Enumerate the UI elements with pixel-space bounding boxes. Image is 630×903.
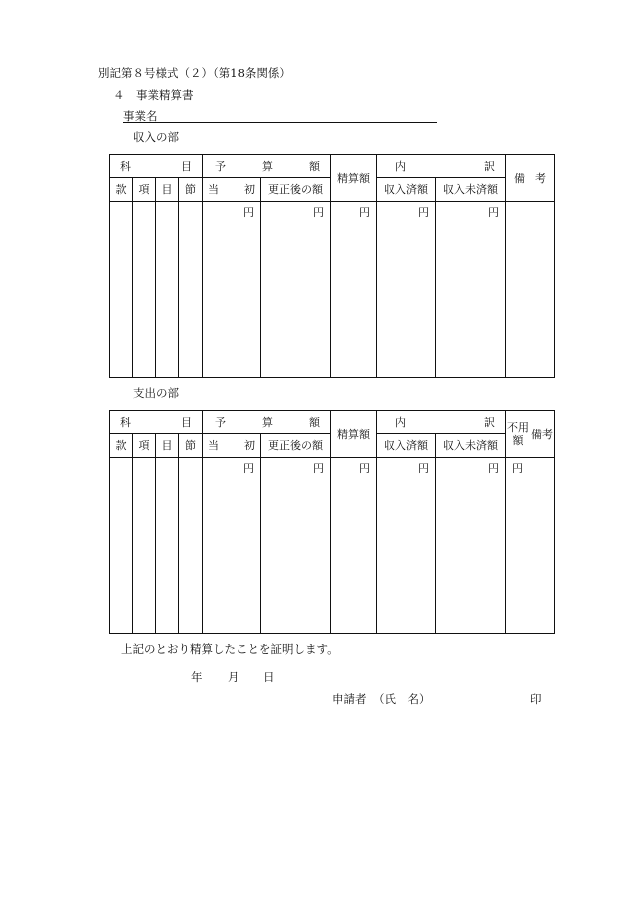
shunyu-zumi-cell: 円 <box>377 202 436 378</box>
shunyu-zumi-cell: 円 <box>377 458 436 634</box>
fuyou-biko-header: 不用 額 備考 <box>506 411 555 458</box>
month-label: 月 <box>228 670 240 684</box>
shunyu-mizumi-header: 収入未済額 <box>436 178 506 202</box>
kamoku-header: 科 目 <box>110 411 203 434</box>
seisan-cell: 円 <box>331 458 377 634</box>
kou-cell <box>133 458 156 634</box>
kan-cell <box>110 202 133 378</box>
shunyu-zumi-header: 収入済額 <box>377 178 436 202</box>
day-label: 日 <box>263 670 275 684</box>
seisan-header: 精算額 <box>331 155 377 202</box>
certification-text: 上記のとおり精算したことを証明します。 <box>121 642 339 656</box>
project-name-underline <box>123 122 437 123</box>
biko-cell <box>506 202 555 378</box>
setsu-cell <box>179 458 203 634</box>
yosan-header: 予 算 額 <box>203 155 331 178</box>
seisan-cell: 円 <box>331 202 377 378</box>
moku-header: 目 <box>156 178 179 202</box>
seal-label: 印 <box>530 692 542 706</box>
tousho-cell: 円 <box>203 458 261 634</box>
moku-header: 目 <box>156 434 179 458</box>
kan-cell <box>110 458 133 634</box>
kan-header: 款 <box>110 178 133 202</box>
income-table <box>109 154 555 378</box>
kousei-cell: 円 <box>261 458 331 634</box>
expense-body-row <box>110 458 555 634</box>
uchiwake-header: 内 訳 <box>377 411 506 434</box>
shunyu-mizumi-header: 収入未済額 <box>436 434 506 458</box>
uchiwake-header: 内 訳 <box>377 155 506 178</box>
kou-cell <box>133 202 156 378</box>
section-title: ４ 事業精算書 <box>113 88 194 102</box>
yosan-header: 予 算 額 <box>203 411 331 434</box>
kousei-header: 更正後の額 <box>261 178 331 202</box>
kou-header: 項 <box>133 434 156 458</box>
expense-table <box>109 410 555 634</box>
fuyou-cell: 円 <box>506 458 555 634</box>
income-body-row <box>110 202 555 378</box>
kou-header: 項 <box>133 178 156 202</box>
moku-cell <box>156 202 179 378</box>
setsu-header: 節 <box>179 434 203 458</box>
tousho-header: 当 初 <box>203 178 261 202</box>
shunyu-mizumi-cell: 円 <box>436 202 506 378</box>
applicant-label: 申請者 <box>332 692 367 706</box>
shunyu-mizumi-cell: 円 <box>436 458 506 634</box>
seisan-header: 精算額 <box>331 411 377 458</box>
project-name-label: 事業名 <box>123 109 158 123</box>
setsu-cell <box>179 202 203 378</box>
kousei-cell: 円 <box>261 202 331 378</box>
tousho-header: 当 初 <box>203 434 261 458</box>
name-label: （氏 名） <box>373 692 431 706</box>
setsu-header: 節 <box>179 178 203 202</box>
kamoku-header: 科 目 <box>110 155 203 178</box>
year-label: 年 <box>191 670 203 684</box>
moku-cell <box>156 458 179 634</box>
biko-header: 備 考 <box>506 155 555 202</box>
form-reference: 別記第８号様式（２）（第18条関係） <box>98 66 291 80</box>
kousei-header: 更正後の額 <box>261 434 331 458</box>
kan-header: 款 <box>110 434 133 458</box>
tousho-cell: 円 <box>203 202 261 378</box>
shunyu-zumi-header: 収入済額 <box>377 434 436 458</box>
income-section-label: 収入の部 <box>133 130 179 144</box>
expense-section-label: 支出の部 <box>133 386 179 400</box>
